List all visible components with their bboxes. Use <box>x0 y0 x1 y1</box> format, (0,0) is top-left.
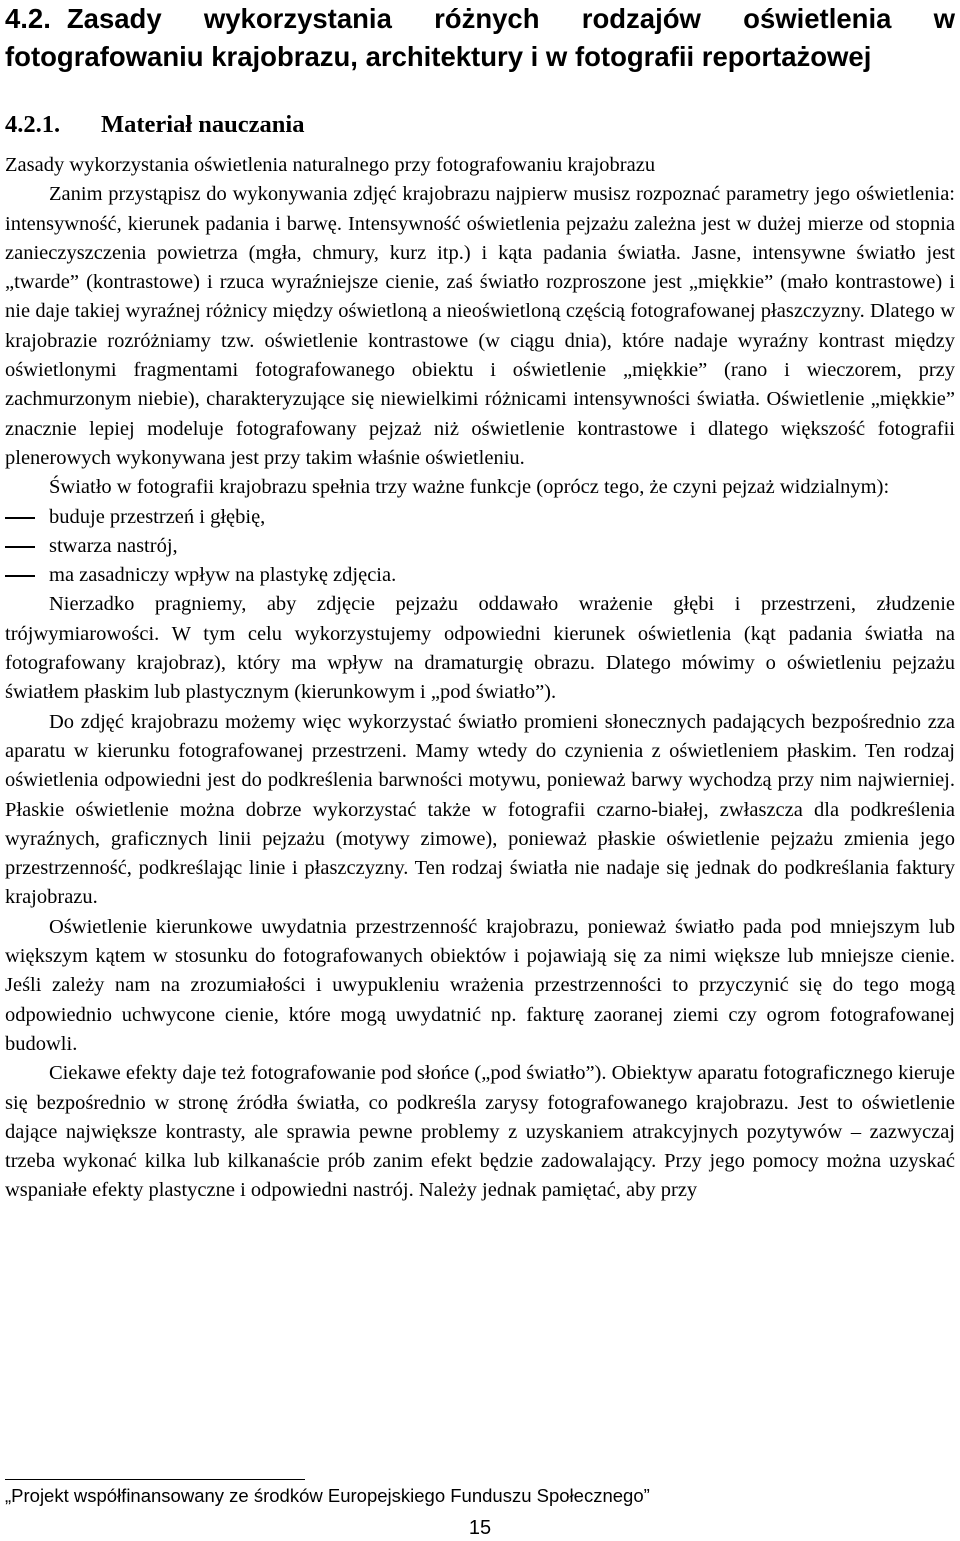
paragraph: Do zdjęć krajobrazu możemy więc wykorzystać światło promieni słonecznych padających bezpośrednio zza aparatu w kierunku fotografowanej przestrzeni. Mamy wtedy do czynienia z oświetleniem płaskim. Ten rodzaj oświetlenia odpowiedni jest do podkreślenia barwności motywu, ponieważ barwy wychodzą przy nim najwierniej. Płaskie oświetlenie można dobrze wykorzystać także w fotografii czarno-białej, zwłaszcza dla podkreślenia wyraźnych, graficznych linii pejzażu (motywy zimowe), ponieważ płaskie oświetlenie pejzażu zmienia jego przestrzenność, podkreślając linie i płaszczyzny. Ten rodzaj światła nie nadaje się jednak do podkreślania faktury krajobrazu. <box>5 710 955 909</box>
section-heading <box>5 103 955 147</box>
section-title: Materiał nauczania <box>101 111 305 138</box>
list-item <box>5 561 955 590</box>
list-item-text: buduje przestrzeń i głębię, <box>49 505 266 528</box>
dash-bullet-icon <box>5 517 35 519</box>
footer-note: „Projekt współfinansowany ze środków Europejskiego Funduszu Społecznego” <box>5 1485 650 1506</box>
list-item-text: stwarza nastrój, <box>49 534 178 557</box>
paragraph: Oświetlenie kierunkowe uwydatnia przestrzenność krajobrazu, ponieważ światło pada pod mniejszym lub większym kątem w stosunku do fotografowanych obiektów i pojawiają się za nimi większe lub mniejsze cienie. Jeśli zależy nam na zrozumiałości i uwypukleniu wrażenia przestrzenności to przyczynić się do tego mogą odpowiednio uchwycone cienie, które mogą uwydatnić np. fakturę zaoranej ziemi czy ogrom fotografowanej budowli. <box>5 915 955 1055</box>
paragraph: Światło w fotografii krajobrazu spełnia trzy ważne funkcje (oprócz tego, że czyni pejzaż widzialnym): <box>49 476 890 499</box>
document-page <box>5 0 955 1206</box>
section-number: 4.2.1. <box>5 111 61 138</box>
paragraph: Ciekawe efekty daje też fotografowanie pod słońce („pod światło”). Obiektyw aparatu fotograficznego kieruje się bezpośrednio w stronę źródła światła, co podkreśla zarysy fotografowanego krajobrazu. Jest to oświetlenie dające największe kontrasty, ale sprawia pewne problemy z uzyskaniem atrakcyjnych pozytywów – zazwyczaj trzeba wykonać kilka lub kilkanaście prób zanim efekt będzie zadowalający. Przy jego pomocy można uzyskać wspaniałe efekty plastyczne i odpowiedni nastrój. Należy jednak pamiętać, aby przy <box>5 1062 955 1202</box>
list-item-text: ma zasadniczy wpływ na plastykę zdjęcia. <box>49 564 397 587</box>
chapter-title: Zasady wykorzystania różnych rodzajów oświetlenia w fotografowaniu krajobrazu, architektury i w fotografii reportażowej <box>5 3 955 72</box>
paragraph: Nierzadko pragniemy, aby zdjęcie pejzażu oddawało wrażenie głębi i przestrzeni, złudzenie trójwymiarowości. W tym celu wykorzystujemy odpowiedni kierunek oświetlenia (kąt padania światła na fotografowany krajobraz), który ma wpływ na dramaturgię obrazu. Dlatego mówimy o oświetleniu pejzażu światłem płaskim lub plastycznym (kierunkowym i „pod światło”). <box>5 593 955 704</box>
page-number: 15 <box>468 1517 492 1539</box>
chapter-heading <box>5 0 955 76</box>
subsection-heading: Zasady wykorzystania oświetlenia naturalnego przy fotografowaniu krajobrazu <box>5 154 656 176</box>
paragraph: Zanim przystąpisz do wykonywania zdjęć krajobrazu najpierw musisz rozpoznać parametry jego oświetlenia: intensywność, kierunek padania i barwę. Intensywność oświetlenia pejzażu zależna jest w dużej mierze od stopnia zanieczyszczenia powietrza (mgła, chmury, kurz itp.) i kąta padania światła. Jasne, intensywne światło jest „twarde” (kontrastowe) i rzuca wyraźniejsze cienie, zaś światło rozproszone jest „miękkie” (mało kontrastowe) i nie daje takiej wyraźnej różnicy między oświetloną a nieoświetloną częścią fotografowanej płaszczyzny. Dlatego w krajobrazie rozróżniamy tzw. oświetlenie kontrastowe (w ciągu dnia), które nadaje wyraźny kontrast między oświetlonymi fragmentami fotografowanego obiektu i oświetlenie „miękkie” (rano i wieczorem, przy zachmurzonym niebie), charakteryzujące się niewielkimi różnicami intensywności światła. Oświetlenie „miękkie” znacznie lepiej modeluje fotografowany pejzaż niż oświetlenie kontrastowe i dlatego większość fotografii plenerowych wykonywana jest przy takim właśnie oświetleniu. <box>5 183 955 469</box>
footer-divider <box>5 1479 305 1480</box>
chapter-number: 4.2. <box>5 3 51 34</box>
dash-bullet-icon <box>5 575 35 577</box>
functions-list <box>5 503 955 591</box>
list-item <box>5 532 955 561</box>
list-item <box>5 503 955 532</box>
dash-bullet-icon <box>5 546 35 548</box>
body-text <box>5 180 955 1205</box>
